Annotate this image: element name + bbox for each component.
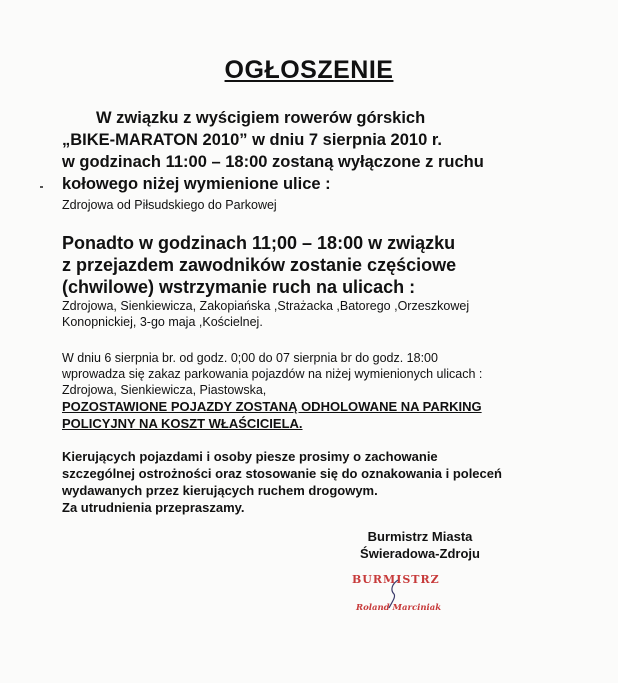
page-title: OGŁOSZENIE	[224, 56, 394, 84]
request-line-1: Kierujących pojazdami i osoby piesze prosimy o zachowanie	[62, 449, 438, 464]
stamp-title: BURMISTRZ	[352, 573, 440, 586]
section2-streets-2: Konopnickiej, 3-go maja ,Kościelnej.	[62, 315, 263, 329]
request-line-2: szczególnej ostrożności oraz stosowanie się do oznakowania i poleceń	[62, 466, 502, 481]
request-line-4: Za utrudnienia przepraszamy.	[62, 500, 245, 515]
request-line-3: wydawanych przez kierujących ruchem drogowym.	[62, 483, 378, 498]
scan-speck	[40, 186, 43, 188]
section2-streets-1: Zdrojowa, Sienkiewicza, Zakopiańska ,Strażacka ,Batorego ,Orzeszkowej	[62, 299, 470, 313]
parking-line-3: Zdrojowa, Sienkiewicza, Piastowska,	[62, 383, 267, 397]
warning-line-2: POLICYJNY NA KOSZT WŁAŚCICIELA.	[62, 416, 303, 431]
parking-line-2: wprowadza się zakaz parkowania pojazdów na niżej wymienionych ulicach :	[62, 367, 483, 381]
intro-line-4: kołowego niżej wymienione ulice :	[62, 175, 331, 193]
section2-line-2: z przejazdem zawodników zostanie częściowe	[62, 255, 457, 275]
section2-line-1: Ponadto w godzinach 11;00 – 18:00 w związku	[62, 233, 456, 253]
warning-line-1: POZOSTAWIONE POJAZDY ZOSTANĄ ODHOLOWANE NA PARKING	[62, 399, 482, 414]
section2-line-3: (chwilowe) wstrzymanie ruch na ulicach :	[62, 277, 416, 297]
stamp-name: Roland Marciniak	[356, 603, 442, 613]
intro-line-1: W związku z wyścigiem rowerów górskich	[96, 109, 426, 127]
signature-line-2: Świeradowa-Zdroju	[360, 546, 480, 561]
parking-line-1: W dniu 6 sierpnia br. od godz. 0;00 do 07 sierpnia br do godz. 18:00	[62, 351, 438, 365]
intro-line-2: „BIKE-MARATON 2010” w dniu 7 sierpnia 2010 r.	[62, 131, 442, 149]
intro-streets: Zdrojowa od Piłsudskiego do Parkowej	[62, 198, 277, 212]
signature-line-1: Burmistrz Miasta	[367, 529, 473, 544]
intro-line-3: w godzinach 11:00 – 18:00 zostaną wyłączone z ruchu	[62, 153, 484, 171]
